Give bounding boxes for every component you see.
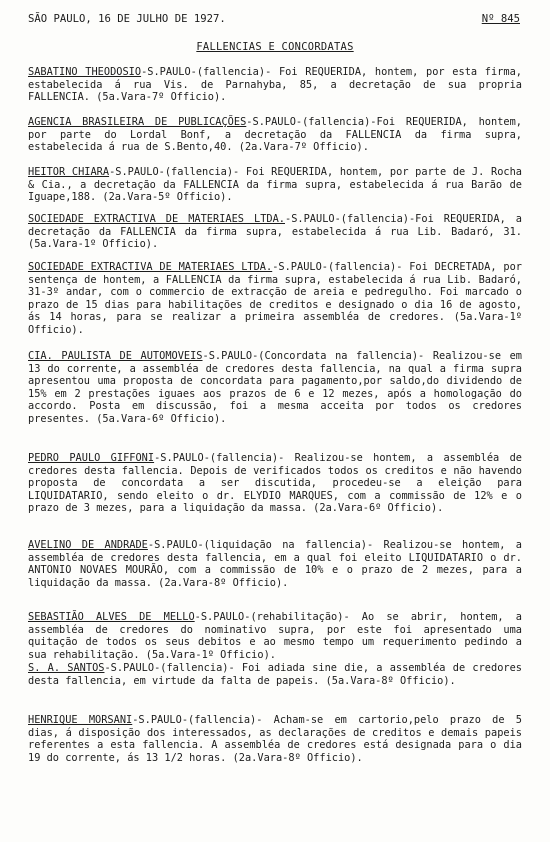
entry-5 <box>28 261 522 337</box>
entry-9 <box>28 611 522 661</box>
entry-5-text: -S.PAULO-(fallencia)- Foi DECRETADA, por sentença de hontem, a FALLENCIA da firma supra, estabelecida á rua Lib. Badaró, 31-3º andar, com o commercio de extracção de areia e pedregulho. Foi marcado o prazo de 15 dias para habilitações de creditos e designado o dia 16 de agosto, ás 14 horas, para se realizar a primeira assembléa de credores. (5a.Vara-1º Officio). <box>28 261 522 336</box>
entry-10 <box>28 662 522 687</box>
entry-1-name: SABATINO THEODOSIO <box>28 66 142 78</box>
section-title: FALLENCIAS E CONCORDATAS <box>196 41 354 53</box>
entry-7-text: -S.PAULO-(fallencia)- Realizou-se hontem, a assembléa de credores desta fallencia. Depois de verificados todos os creditos e não havendo proposta de concordata a ser discutida, procedeu-se a eleição para LIQUIDATARIO, sendo eleito o dr. ELYDIO MARQUES, com a commissão de 12% e o prazo de 3 mezes, para a liquidação da massa. (2a.Vara-6º Officio). <box>28 452 522 515</box>
entry-9-text: -S.PAULO-(rehabilitação)- Ao se abrir, hontem, a assembléa de credores do nominativo supra, por este foi apresentado uma quitação de todos os seus debitos e ao mesmo tempo um requerimento pedindo a sua rehabilitação. (5a.Vara-1º Officio). <box>28 611 522 661</box>
entry-2-name: AGENCIA BRASILEIRA DE PUBLICAÇÕES <box>28 116 247 128</box>
header-issue-number: Nº 845 <box>481 13 520 25</box>
entry-3-text: -S.PAULO-(fallencia)- Foi REQUERIDA, hontem, por parte de J. Rocha & Cia., a decretação da FALLENCIA da firma supra, estabelecida á rua Barão de Iguape,188. (2a.Vara-5º Officio). <box>28 166 522 204</box>
entry-5-name: SOCIEDADE EXTRACTIVA DE MATERIAES LTDA. <box>28 261 273 273</box>
entry-3 <box>28 166 522 204</box>
entry-1 <box>28 66 522 104</box>
entry-10-name: S. A. SANTOS <box>28 662 105 674</box>
entry-8-name: AVELINO DE ANDRADE <box>28 539 148 551</box>
entry-2 <box>28 116 522 154</box>
entry-1-text: -S.PAULO-(fallencia)- Foi REQUERIDA, hontem, por esta firma, estabelecida á rua Vis. de Parnahyba, 85, a decretação de sua propria FALLENCIA. (5a.Vara-7º Officio). <box>28 66 522 104</box>
entry-6-name: CIA. PAULISTA DE AUTOMOVEIS <box>28 350 203 362</box>
page-header <box>28 13 528 29</box>
entry-11-name: HENRIQUE MORSANI <box>28 714 133 726</box>
entry-6 <box>28 350 522 426</box>
entry-6-text: -S.PAULO-(Concordata na fallencia)- Realizou-se em 13 do corrente, a assembléa de credores desta fallencia, na qual a firma supra apresentou uma proposta de concordata para pagamento,por saldo,do dividendo de 15% em 2 prestações iguaes aos prazos de 6 e 12 mezes, após a homologação do accordo. Posta em discussão, foi a mesma acceita por todos os credores presentes. (5a.Vara-6º Officio). <box>28 350 522 425</box>
entry-10-text: -S.PAULO-(fallencia)- Foi adiada sine die, a assembléa de credores desta fallencia, em virtude da falta de papeis. (5a.Vara-8º Officio). <box>28 662 522 687</box>
entry-8-text: -S.PAULO-(liquidação na fallencia)- Realizou-se hontem, a assembléa de credores desta fallencia, em a qual foi eleito LIQUIDATARIO o dr. ANTONIO NOVAES MOURÃO, com a commissão de 10% e o prazo de 2 mezes, para a liquidação da massa. (2a.Vara-8º Officio). <box>28 539 522 589</box>
entry-3-name: HEITOR CHIARA <box>28 166 110 178</box>
entry-9-name: SEBASTIÃO ALVES DE MELLO <box>28 611 195 623</box>
entry-4-name: SOCIEDADE EXTRACTIVA DE MATERIAES LTDA. <box>28 213 285 225</box>
entry-8 <box>28 539 522 589</box>
entry-7 <box>28 452 522 515</box>
entry-11-text: -S.PAULO-(fallencia)- Acham-se em cartorio,pelo prazo de 5 dias, á disposição dos interessados, as declarações de creditos e demais papeis referentes a esta fallencia. A assembléa de credores está designada para o dia 19 do corrente, ás 13 1/2 horas. (2a.Vara-8º Officio). <box>28 714 522 764</box>
entry-7-name: PEDRO PAULO GIFFONI <box>28 452 155 464</box>
entry-11 <box>28 714 522 764</box>
header-date: SÃO PAULO, 16 DE JULHO DE 1927. <box>28 13 226 25</box>
entry-2-text: -S.PAULO-(fallencia)-Foi REQUERIDA, hontem, por parte do Lordal Bonf, a decretação da FALLENCIA da firma supra, estabelecida á rua de S.Bento,40. (2a.Vara-7º Officio). <box>28 116 523 154</box>
entry-4-text: -S.PAULO-(fallencia)-Foi REQUERIDA, a decretação da FALLENCIA da firma supra, estabelecida á rua Lib. Badaró, 31. (5a.Vara-1º Officio). <box>28 213 522 251</box>
entry-4 <box>28 213 522 251</box>
